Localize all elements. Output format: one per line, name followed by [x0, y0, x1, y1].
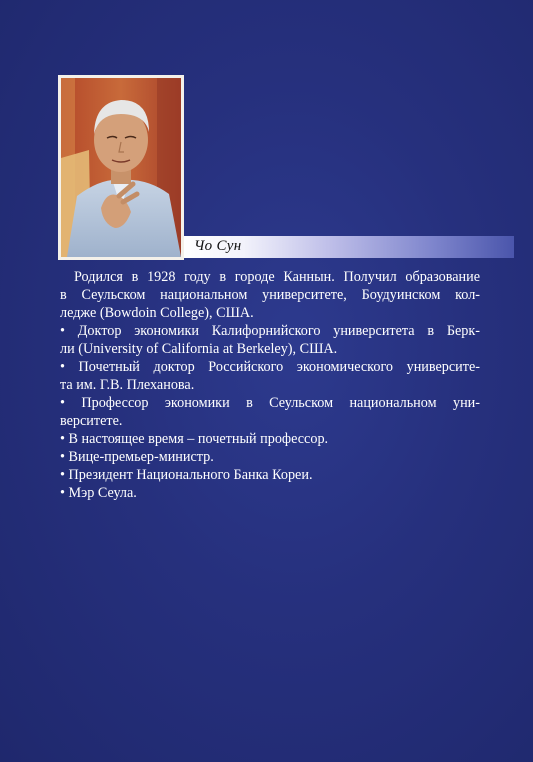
bio-intro-line: Родился в 1928 году в городе Каннын. Получил образование: [74, 269, 480, 285]
list-item: [60, 484, 480, 502]
bio-intro-line: ледже (Bowdoin College), США.: [60, 305, 254, 321]
list-item-line: • В настоящее время – почетный профессор.: [60, 431, 329, 447]
list-item-line: • Почетный доктор Российского экономического университе-: [60, 359, 480, 375]
list-item: [60, 358, 480, 394]
bio-intro: [60, 268, 480, 322]
list-item-line: ли (University of California at Berkeley), США.: [60, 341, 338, 357]
biography-text: [60, 268, 480, 502]
list-item-line: • Доктор экономики Калифорнийского университета в Берк-: [60, 323, 480, 339]
list-item-line: • Вице-премьер-министр.: [60, 449, 214, 465]
list-item: [60, 448, 480, 466]
list-item: [60, 466, 480, 484]
list-item: [60, 430, 480, 448]
name-caption-bar: [184, 236, 514, 258]
list-item-line: та им. Г.В. Плеханова.: [60, 377, 195, 393]
list-item-line: верситете.: [60, 413, 123, 429]
list-item: [60, 394, 480, 430]
bio-intro-line: в Сеульском национальном университете, Боудуинском кол-: [60, 287, 480, 303]
list-item-line: • Профессор экономики в Сеульском национальном уни-: [60, 395, 480, 411]
list-item: [60, 322, 480, 358]
portrait-image: [61, 78, 181, 257]
list-item-line: • Мэр Сеула.: [60, 485, 137, 501]
person-name: Чо Сун: [194, 238, 242, 254]
list-item-line: • Президент Национального Банка Кореи.: [60, 467, 313, 483]
portrait-photo: [58, 75, 184, 260]
